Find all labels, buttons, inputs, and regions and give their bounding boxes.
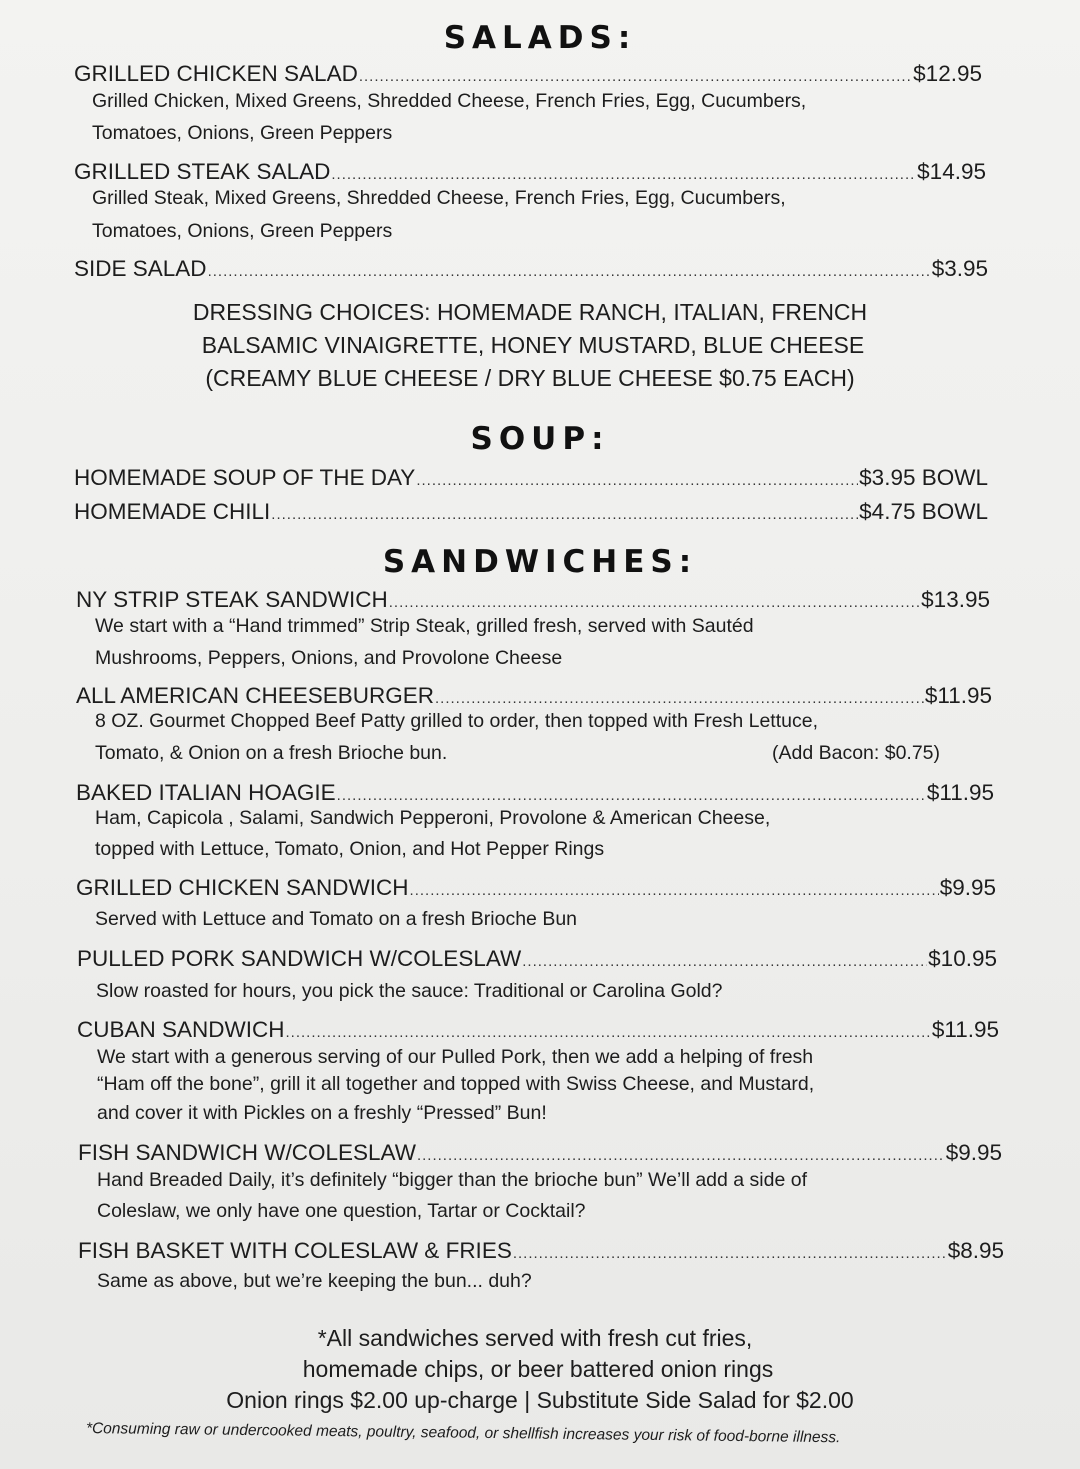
item-name: SIDE SALAD: [74, 256, 207, 281]
item-price: $11.95: [931, 1017, 999, 1042]
upcharge-note: Onion rings $2.00 up-charge | Substitute Side Salad for $2.00: [226, 1387, 854, 1413]
item-description: Ham, Capicola , Salami, Sandwich Pepperoni, Provolone & American Cheese,: [95, 807, 771, 829]
item-description: Coleslaw, we only have one question, Tartar or Cocktail?: [97, 1200, 586, 1222]
item-name: HOMEMADE CHILI: [74, 499, 271, 524]
dressing-choices: DRESSING CHOICES: HOMEMADE RANCH, ITALIAN, FRENCH: [192, 299, 868, 325]
item-price: $11.95: [926, 780, 994, 805]
leader-dots: [271, 500, 858, 530]
dressing-choices: (CREAMY BLUE CHEESE / DRY BLUE CHEESE $0.75 EACH): [205, 365, 855, 391]
item-price: $11.95: [924, 683, 992, 708]
dressing-choices: BALSAMIC VINAIGRETTE, HONEY MUSTARD, BLUE CHEESE: [201, 332, 865, 358]
item-name: GRILLED STEAK SALAD: [74, 159, 331, 184]
item-price: $3.95 BOWL: [859, 465, 988, 490]
menu-item-soup-of-the-day: [74, 463, 988, 496]
item-description: We start with a “Hand trimmed” Strip Steak, grilled fresh, served with Sautéd: [95, 615, 754, 637]
item-description: Tomatoes, Onions, Green Peppers: [92, 220, 393, 242]
item-description: Same as above, but we’re keeping the bun... duh?: [97, 1270, 532, 1292]
leader-dots: [208, 257, 931, 287]
item-description: Served with Lettuce and Tomato on a fresh Brioche Bun: [95, 908, 578, 930]
item-description: topped with Lettuce, Tomato, Onion, and Hot Pepper Rings: [95, 838, 605, 860]
item-price: $13.95: [921, 587, 990, 612]
item-description: 8 OZ. Gourmet Chopped Beef Patty grilled to order, then topped with Fresh Lettuce,: [95, 710, 818, 732]
item-name: ALL AMERICAN CHEESEBURGER: [76, 683, 435, 708]
item-name: CUBAN SANDWICH: [77, 1017, 285, 1042]
leader-dots: [513, 1239, 947, 1269]
item-price: $12.95: [913, 61, 982, 86]
salads-heading: SALADS:: [443, 20, 637, 56]
menu-item-grilled-chicken-sandwich: [76, 873, 996, 906]
item-description: We start with a generous serving of our Pulled Pork, then we add a helping of fresh: [97, 1046, 814, 1068]
item-price: $3.95: [931, 256, 988, 281]
item-name: HOMEMADE SOUP OF THE DAY: [74, 465, 416, 490]
item-price: $9.95: [939, 875, 996, 900]
item-name: BAKED ITALIAN HOAGIE: [76, 780, 336, 805]
menu-item-side-salad: [74, 254, 988, 287]
leader-dots: [522, 947, 927, 977]
menu-item-homemade-chili: [74, 497, 988, 530]
menu-item-fish-basket: [78, 1236, 1004, 1269]
item-description: and cover it with Pickles on a freshly “Pressed” Bun!: [97, 1102, 547, 1124]
sandwich-sides-note: *All sandwiches served with fresh cut fries,: [317, 1325, 753, 1351]
item-price: $9.95: [945, 1140, 1002, 1165]
food-safety-disclaimer: *Consuming raw or undercooked meats, poultry, seafood, or shellfish increases your risk of food-borne illness.: [85, 1420, 841, 1447]
item-description: Tomato, & Onion on a fresh Brioche bun.: [95, 742, 448, 764]
leader-dots: [416, 466, 858, 496]
item-description: “Ham off the bone”, grill it all together and topped with Swiss Cheese, and Mustard,: [97, 1073, 815, 1095]
item-name: PULLED PORK SANDWICH W/COLESLAW: [77, 946, 522, 971]
sandwiches-heading: SANDWICHES:: [382, 544, 698, 580]
item-name: FISH BASKET WITH COLESLAW & FRIES: [78, 1238, 512, 1263]
add-bacon-option: (Add Bacon: $0.75): [772, 742, 941, 764]
item-description: Hand Breaded Daily, it’s definitely “bigger than the brioche bun” We’ll add a side of: [97, 1169, 807, 1191]
item-price: $10.95: [928, 946, 997, 971]
item-name: FISH SANDWICH W/COLESLAW: [78, 1140, 416, 1165]
item-price: $4.75 BOWL: [859, 499, 988, 524]
item-name: NY STRIP STEAK SANDWICH: [76, 587, 388, 612]
item-price: $8.95: [947, 1238, 1004, 1263]
menu-item-pulled-pork-sandwich: [77, 944, 997, 977]
item-description: Grilled Chicken, Mixed Greens, Shredded Cheese, French Fries, Egg, Cucumbers,: [92, 90, 807, 112]
item-name: GRILLED CHICKEN SALAD: [74, 61, 358, 86]
item-description: Mushrooms, Peppers, Onions, and Provolone Cheese: [95, 647, 563, 669]
item-name: GRILLED CHICKEN SANDWICH: [76, 875, 409, 900]
item-description: Slow roasted for hours, you pick the sauce: Traditional or Carolina Gold?: [96, 980, 723, 1002]
sandwich-sides-note: homemade chips, or beer battered onion rings: [302, 1356, 774, 1382]
item-description: Grilled Steak, Mixed Greens, Shredded Cheese, French Fries, Egg, Cucumbers,: [92, 187, 786, 209]
leader-dots: [410, 876, 939, 906]
soup-heading: SOUP:: [470, 421, 610, 457]
item-price: $14.95: [917, 159, 986, 184]
item-description: Tomatoes, Onions, Green Peppers: [92, 122, 393, 144]
